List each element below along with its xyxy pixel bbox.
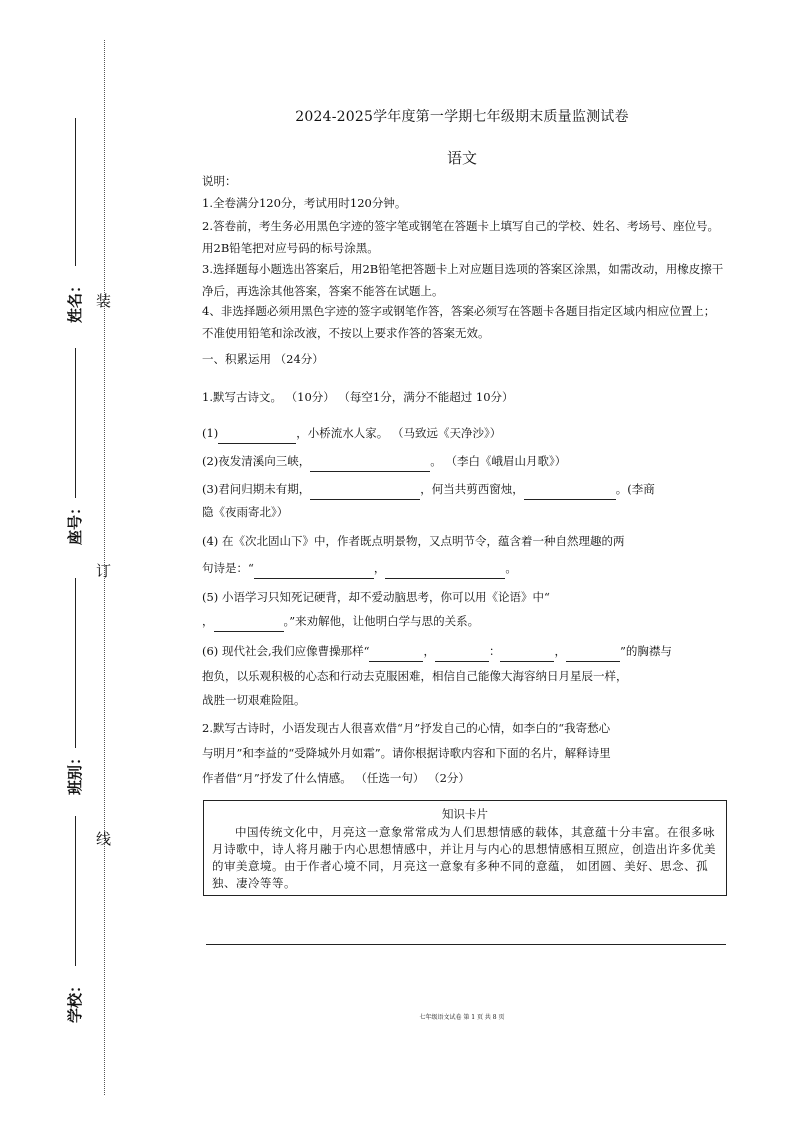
question-1-part-4-line2: 句诗是：“ ， 。 — [202, 557, 726, 579]
instruction-item-1: 1.全卷满分120分，考试用时120分钟。 — [202, 196, 407, 210]
question-1-part-4-line1: (4) 在《次北固山下》中，作者既点明景物，又点明节令，蕴含着一种自然理趣的两 — [202, 534, 625, 548]
answer-blank[interactable] — [385, 564, 505, 579]
question-1-part-5-line2: ， 。”来劝解他，让他明白学与思的关系。 — [202, 610, 726, 632]
answer-blank[interactable] — [435, 647, 489, 662]
seat-label: 座号： — [66, 499, 85, 546]
question-2-line3: 作者借“月”抒发了什么情感。 （任选一句） （2分） — [202, 771, 470, 785]
question-1-part-3-line2: 隐《夜雨寄北》） — [202, 505, 289, 519]
instructions-heading: 说明： — [202, 174, 237, 188]
question-1-part-6-line3: 战胜一切艰难险阻。 — [202, 693, 306, 707]
answer-blank[interactable] — [310, 457, 430, 472]
section-heading: 一、积累运用 （24分） — [202, 352, 324, 366]
name-label: 姓名： — [66, 277, 85, 324]
answer-blank[interactable] — [254, 564, 374, 579]
school-label: 学校： — [66, 977, 85, 1024]
answer-blank[interactable] — [310, 485, 420, 500]
instruction-item-3: 3.选择题每小题选出答案后，用2B铅笔把答题卡上对应题目选项的答案区涂黑，如需改动，用橡皮擦干净后，再选涂其他答案，答案不能答在试题上。 — [202, 262, 724, 298]
name-write-line — [75, 118, 76, 266]
question-1-part-3: (3)君问归期未有期， ，何当共剪西窗烛， 。(李商 — [202, 478, 726, 500]
binding-char-zhuang: 装 — [96, 292, 112, 310]
question-1-part-6-line2: 抱负，以乐观积极的心态和行动去克服困难，相信自己能像大海容纳日月星辰一样， — [202, 669, 628, 683]
question-1-part-6-line1: (6) 现代社会,我们应像曹操那样“ ， ： ， ”的胸襟与 — [202, 640, 726, 662]
knowledge-card-body: 中国传统文化中，月亮这一意象常常成为人们思想情感的载体，其意蕴十分丰富。在很多咏月诗歌中，诗人将月融于内心思想情感中，并让月与内心的思想情感相互照应，创造出许多优美的审美意境。由于作者心境不同，月亮这一意象有多种不同的意蕴， 如团圆、美好、思念、孤独、凄冷等等。 — [212, 825, 716, 890]
exam-title: 2024-2025学年度第一学期七年级期末质量监测试卷 — [295, 109, 629, 125]
school-write-line — [75, 816, 76, 966]
question-2-line1: 2.默写古诗时，小语发现古人很喜欢借“月”抒发自己的心情，如李白的“我寄愁心 — [202, 721, 611, 735]
class-write-line — [75, 578, 76, 748]
answer-blank[interactable] — [369, 647, 423, 662]
knowledge-card-title: 知识卡片 — [442, 807, 488, 821]
answer-write-line[interactable] — [206, 944, 726, 945]
question-1-part-2: (2)夜发清溪向三峡， 。 （李白《峨眉山月歌》） — [202, 450, 726, 472]
answer-blank[interactable] — [214, 617, 284, 632]
question-2-line2: 与明月”和李益的“受降城外月如霜”。请你根据诗歌内容和下面的名片，解释诗里 — [202, 746, 611, 760]
knowledge-card — [203, 800, 727, 896]
answer-blank[interactable] — [218, 429, 296, 444]
question-1-part-5-line1: (5) 小语学习只知死记硬背，却不爱动脑思考，你可以用《论语》中“ — [202, 590, 550, 604]
answer-blank[interactable] — [524, 485, 616, 500]
class-label: 班别： — [66, 749, 85, 796]
subject-title: 语文 — [446, 149, 477, 167]
seat-write-line — [75, 348, 76, 498]
binding-char-xian: 线 — [96, 830, 112, 848]
answer-blank[interactable] — [500, 647, 554, 662]
answer-blank[interactable] — [566, 647, 620, 662]
instruction-item-4: 4、非选择题必须用黑色字迹的签字或钢笔作答，答案必须写在答题卡各题目指定区域内相应位置上；不准使用铅笔和涂改液，不按以上要求作答的答案无效。 — [202, 304, 716, 340]
instruction-item-2: 2.答卷前，考生务必用黑色字迹的签字笔或钢笔在答题卡上填写自己的学校、姓名、考场号、座位号。用2B铅笔把对应号码的标号涂黑。 — [202, 219, 719, 255]
question-1-part-1: (1) ，小桥流水人家。 （马致远《天净沙》） — [202, 422, 726, 444]
binding-char-ding: 订 — [96, 562, 112, 580]
question-1-stem: 1.默写古诗文。 （10分） （每空1分，满分不能超过 10分） — [202, 390, 514, 404]
page-footer: 七年级语文试卷 第 1 页 共 8 页 — [419, 1014, 505, 1021]
